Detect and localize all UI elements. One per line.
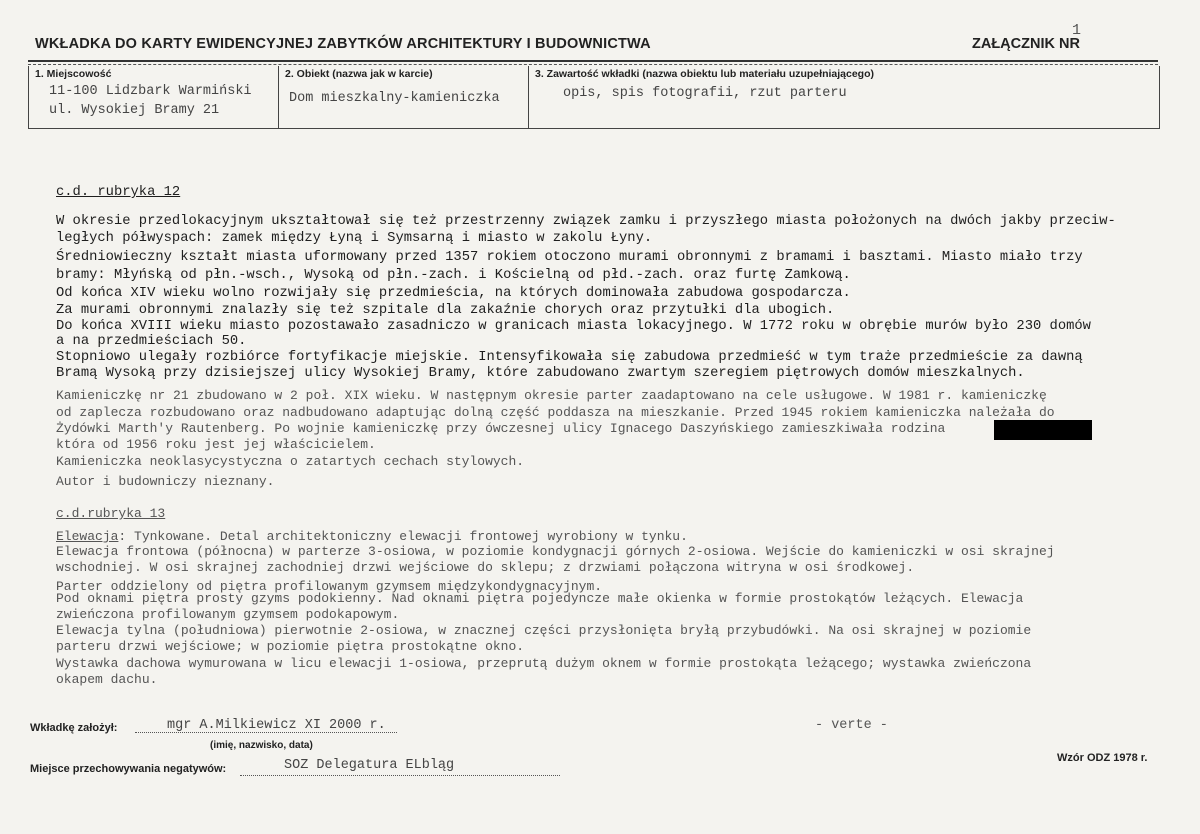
section12-line: W okresie przedlokacyjnym ukształtował się też przestrzenny związek zamku i przyszłego miasta położonych na dwóch jakby przeciw- (56, 214, 1116, 229)
object-label: 2. Obiekt (nazwa jak w karcie) (285, 68, 433, 80)
section12-line: ległych półwyspach: zamek między Łyną i Symsarną i miasto w zakolu Łyny. (56, 231, 653, 246)
section12-line: a na przedmieściach 50. (56, 334, 247, 349)
section13-line: okapem dachu. (56, 672, 158, 687)
section12-line: Bramą Wysoką przy dzisiejszej ulicy Wysokiej Bramy, które zabudowano zwartym szeregiem piętrowych domów mieszkalnych. (56, 366, 1025, 381)
locality-line2: ul. Wysokiej Bramy 21 (49, 103, 220, 118)
made-by-value: mgr A.Milkiewicz XI 2000 r. (167, 718, 386, 733)
redaction-block (994, 420, 1092, 440)
header-rule (28, 60, 1158, 62)
form-model: Wzór ODZ 1978 r. (1057, 752, 1148, 764)
negatives-dotted-line (240, 775, 560, 776)
section12-line: Od końca XIV wieku wolno rozwijały się przedmieścia, na których dominowała zabudowa gospodarcza. (56, 286, 851, 301)
form-title: WKŁADKA DO KARTY EWIDENCYJNEJ ZABYTKÓW ARCHITEKTURY I BUDOWNICTWA (35, 36, 651, 52)
negatives-label: Miejsce przechowywania negatywów: (30, 763, 227, 775)
annex-label: ZAŁĄCZNIK NR (972, 36, 1080, 52)
section13-line: Parter oddzielony od piętra profilowanym gzymsem międzykondygnacyjnym. (56, 579, 603, 594)
content-value: opis, spis fotografii, rzut parteru (563, 86, 847, 101)
locality-line1: 11-100 Lidzbark Warmiński (49, 84, 252, 99)
section13-line: Elewacja tylna (południowa) pierwotnie 2-osiowa, w znacznej części przysłonięta bryłą przybudówki. Na osi skrajnej w poziomie (56, 623, 1032, 638)
section12-heading: c.d. rubryka 12 (56, 185, 181, 200)
section13-line: Elewacja frontowa (północna) w parterze 3-osiowa, w poziomie kondygnacji górnych 2-osiowa. Wejście do kamieniczki w osi skrajnej (56, 544, 1055, 559)
section13-line: Wystawka dachowa wymurowana w licu elewacji 1-osiowa, przeprutą dużym oknem w formie prostokąta leżącego; wystawka zwieńczona (56, 656, 1032, 671)
section12-line: Kamieniczkę nr 21 zbudowano w 2 poł. XIX wieku. W następnym okresie parter zaadaptowano na cele usługowe. W 1981 r. kamieniczkę (56, 388, 1047, 403)
elevation-first-text: : Tynkowane. Detal architektoniczny elewacji frontowej wyrobiony w tynku. (118, 529, 688, 544)
locality-box (28, 66, 279, 129)
section13-line: wschodniej. W osi skrajnej zachodniej drzwi wejściowe do sklepu; z drzwiami połączona witryna w osi środkowej. (56, 560, 915, 575)
section12-line: Autor i budowniczy nieznany. (56, 474, 275, 489)
section12-line: bramy: Młyńską od płn.-wsch., Wysoką od płn.-zach. i Kościelną od płd.-zach. oraz furtę Zamkową. (56, 268, 851, 283)
page-number: 1 (1072, 22, 1082, 39)
object-box (278, 66, 529, 129)
section12-line: Do końca XVIII wieku miasto pozostawało zasadniczo w granicach miasta lokacyjnego. W 1772 roku w obrębie murów było 230 domów (56, 319, 1091, 334)
section12-line: Żydówki Marth'y Rautenberg. Po wojnie kamieniczkę przy ówczesnej ulicy Ignacego Daszyńskiego zamieszkiwała rodzina (56, 421, 946, 436)
section12-line: Stopniowo ulegały rozbiórce fortyfikacje miejskie. Intensyfikowała się zabudowa przedmieść w tym traże przedmieście za dawną (56, 350, 1083, 365)
verte-note: - verte - (815, 718, 888, 733)
object-value: Dom mieszkalny-kamieniczka (289, 91, 500, 106)
section12-line: Średniowieczny kształt miasta uformowany przed 1357 rokiem otoczono murami obronnymi z bramami i basztami. Miasto miało trzy (56, 250, 1083, 265)
content-label: 3. Zawartość wkładki (nazwa obiektu lub materiału uzupełniającego) (535, 68, 874, 80)
made-by-caption: (imię, nazwisko, data) (210, 740, 313, 751)
negatives-value: SOZ Delegatura ELbląg (284, 758, 455, 773)
locality-label: 1. Miejscowość (35, 68, 112, 80)
section12-line: która od 1956 roku jest jej właścicielem. (56, 437, 376, 452)
section13-line: zwieńczona profilowanym gzymsem podokapowym. (56, 607, 400, 622)
section13-line: parteru drzwi wejściowe; w poziomie piętra prostokątne okno. (56, 639, 525, 654)
content-box (528, 66, 1160, 129)
section12-line: Kamieniczka neoklasycystyczna o zatartych cechach stylowych. (56, 454, 525, 469)
header-rule-dashed (28, 64, 1158, 65)
elevation-label: Elewacja (56, 529, 119, 544)
section13-heading: c.d.rubryka 13 (56, 506, 166, 521)
section13-line: Pod oknami piętra prosty gzyms podokienny. Nad oknami piętra pojedyncze małe okienka w formie prostokątów leżących. Elewacja (56, 591, 1024, 606)
section12-line: Za murami obronnymi znalazły się też szpitale dla zakaźnie chorych oraz przytułki dla ubogich. (56, 303, 835, 318)
section12-line: od zaplecza rozbudowano oraz nadbudowano adaptując dolną część poddasza na mieszkanie. Przed 1945 rokiem kamieniczka należała do (56, 405, 1055, 420)
made-by-label: Wkładkę założył: (30, 722, 118, 734)
